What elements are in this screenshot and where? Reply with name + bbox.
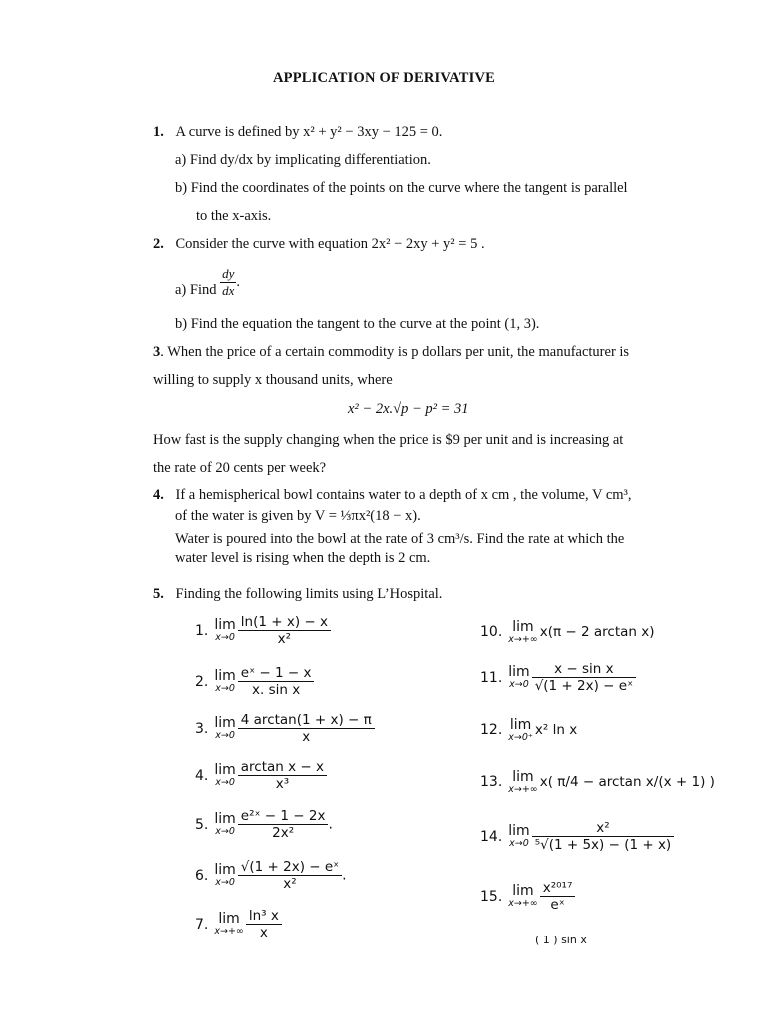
fraction-denominator: x² bbox=[238, 875, 342, 892]
limit-11 bbox=[480, 661, 636, 694]
lim-operator: lim x→0 bbox=[214, 617, 236, 643]
lim-subscript: x→+∞ bbox=[508, 897, 538, 909]
lim-operator: lim x→0 bbox=[214, 811, 236, 837]
question-1b-line1: b) Find the coordinates of the points on the curve where the tangent is parallel bbox=[175, 180, 628, 196]
question-4-number: 4. bbox=[153, 487, 164, 503]
question-3-line2: willing to supply x thousand units, where bbox=[153, 372, 393, 388]
limit-14 bbox=[480, 820, 674, 853]
question-3-line1: . When the price of a certain commodity is p dollars per unit, the manufacturer is bbox=[160, 344, 630, 360]
limit-3 bbox=[195, 712, 375, 745]
lim-operator: lim x→0 bbox=[214, 862, 236, 888]
fraction-numerator: ln³ x bbox=[248, 908, 279, 924]
question-4-line3: Water is poured into the bowl at the rate of 3 cm³/s. Find the rate at which the bbox=[175, 531, 625, 547]
question-3-line4: the rate of 20 cents per week? bbox=[153, 460, 327, 476]
limit-fraction bbox=[238, 614, 331, 647]
limit-fraction bbox=[532, 661, 636, 694]
lim-subscript: x→+∞ bbox=[508, 783, 538, 795]
limit-index: 14. bbox=[480, 828, 503, 845]
fraction-denominator: dx bbox=[222, 283, 235, 298]
fraction-denominator: eˣ bbox=[540, 896, 576, 913]
limit-index: 6. bbox=[195, 867, 209, 884]
lim-subscript: x→0 bbox=[509, 837, 529, 849]
question-2a-prefix: a) Find bbox=[175, 282, 217, 298]
limit-index: 3. bbox=[195, 720, 209, 737]
limit-fraction bbox=[238, 759, 327, 792]
fraction-numerator: eˣ − 1 − x bbox=[240, 665, 312, 681]
dy-dx-fraction bbox=[220, 266, 236, 299]
fraction-denominator: x³ bbox=[238, 775, 327, 792]
question-2a bbox=[175, 266, 240, 299]
limit-index: 12. bbox=[480, 722, 503, 739]
question-2b: b) Find the equation the tangent to the curve at the point (1, 3). bbox=[175, 316, 540, 332]
limit-2 bbox=[195, 665, 314, 698]
question-4 bbox=[153, 487, 632, 504]
limit-1 bbox=[195, 614, 331, 647]
lim-subscript: x→0 bbox=[215, 729, 235, 741]
limit-index: 2. bbox=[195, 673, 209, 690]
limit-4 bbox=[195, 759, 327, 792]
lim-operator: lim x→0 bbox=[214, 762, 236, 788]
fraction-numerator: 4 arctan(1 + x) − π bbox=[240, 712, 372, 728]
lim-operator: lim x→+∞ bbox=[508, 883, 538, 909]
limit-6 bbox=[195, 859, 347, 892]
fraction-denominator: 2x² bbox=[238, 824, 329, 841]
lim-operator: lim x→+∞ bbox=[508, 619, 538, 645]
limit-fraction bbox=[540, 880, 576, 913]
fraction-numerator: x²⁰¹⁷ bbox=[542, 880, 573, 896]
lim-subscript: x→0 bbox=[215, 776, 235, 788]
question-5 bbox=[153, 586, 442, 603]
fraction-denominator: ⁵√(1 + 5x) − (1 + x) bbox=[532, 836, 675, 853]
limit-index: 1. bbox=[195, 622, 209, 639]
limit-index: 7. bbox=[195, 916, 209, 933]
question-1-text: A curve is defined by x² + y² − 3xy − 125 = 0. bbox=[175, 124, 443, 140]
question-1-number: 1. bbox=[153, 124, 164, 140]
limit-index: 15. bbox=[480, 888, 503, 905]
lim-operator: lim x→0 bbox=[214, 668, 236, 694]
question-4-line4: water level is rising when the depth is 2 cm. bbox=[175, 550, 431, 566]
limit-index: 5. bbox=[195, 816, 209, 833]
limit-tail: . bbox=[342, 867, 347, 884]
question-3-number: 3 bbox=[153, 344, 161, 360]
lim-subscript: x→0 bbox=[215, 876, 235, 888]
limit-expression: x(π − 2 arctan x) bbox=[539, 624, 655, 641]
limit-index: 4. bbox=[195, 767, 209, 784]
lim-operator: lim x→+∞ bbox=[508, 769, 538, 795]
question-4-line2: of the water is given by V = ⅓πx²(18 − x). bbox=[175, 508, 421, 524]
question-3-equation: x² − 2x.√p − p² = 31 bbox=[348, 401, 469, 417]
cutoff-text: ( 1 ) sin x bbox=[535, 936, 587, 946]
lim-subscript: x→0 bbox=[509, 678, 529, 690]
question-5-number: 5. bbox=[153, 586, 164, 602]
lim-operator: lim x→0⁺ bbox=[508, 717, 533, 743]
lim-subscript: x→+∞ bbox=[214, 925, 244, 937]
limit-fraction bbox=[238, 665, 315, 698]
limit-expression: x( π/4 − arctan x/(x + 1) ) bbox=[539, 774, 715, 791]
page-title: APPLICATION OF DERIVATIVE bbox=[273, 70, 495, 86]
limit-fraction bbox=[238, 712, 375, 745]
limit-7 bbox=[195, 908, 282, 941]
lim-operator: lim x→0 bbox=[508, 664, 530, 690]
limit-fraction bbox=[238, 859, 342, 892]
limit-12 bbox=[480, 718, 577, 743]
limit-expression: x² ln x bbox=[534, 722, 578, 739]
question-2-text: Consider the curve with equation 2x² − 2xy + y² = 5 . bbox=[175, 236, 485, 252]
limit-5 bbox=[195, 808, 333, 841]
fraction-numerator: e²ˣ − 1 − 2x bbox=[240, 808, 326, 824]
question-3-line3: How fast is the supply changing when the price is $9 per unit and is increasing at bbox=[153, 432, 624, 448]
cutoff-expression bbox=[480, 936, 700, 950]
limit-fraction bbox=[246, 908, 282, 941]
fraction-denominator: √(1 + 2x) − eˣ bbox=[532, 677, 636, 694]
lim-operator: lim x→0 bbox=[508, 823, 530, 849]
question-2a-suffix: . bbox=[236, 273, 241, 290]
question-2 bbox=[153, 236, 485, 253]
limit-fraction bbox=[238, 808, 329, 841]
question-5-text: Finding the following limits using L’Hospital. bbox=[175, 586, 443, 602]
question-4-line1: If a hemispherical bowl contains water to a depth of x cm , the volume, V cm³, bbox=[175, 487, 632, 503]
limit-15 bbox=[480, 880, 575, 913]
limit-index: 10. bbox=[480, 624, 503, 641]
limit-13 bbox=[480, 770, 715, 795]
lim-subscript: x→0 bbox=[215, 631, 235, 643]
fraction-denominator: x bbox=[246, 924, 282, 941]
question-1a: a) Find dy/dx by implicating differentiation. bbox=[175, 152, 431, 168]
fraction-denominator: x. sin x bbox=[238, 681, 315, 698]
lim-operator: lim x→0 bbox=[214, 715, 236, 741]
limit-index: 11. bbox=[480, 669, 503, 686]
fraction-numerator: ln(1 + x) − x bbox=[240, 614, 328, 630]
question-3 bbox=[153, 344, 629, 361]
fraction-numerator: dy bbox=[222, 266, 235, 281]
lim-subscript: x→0 bbox=[215, 682, 235, 694]
lim-subscript: x→+∞ bbox=[508, 633, 538, 645]
question-2-number: 2. bbox=[153, 236, 164, 252]
fraction-denominator: x² bbox=[238, 630, 331, 647]
limit-10 bbox=[480, 620, 655, 645]
question-1 bbox=[153, 124, 442, 141]
fraction-denominator: x bbox=[238, 728, 375, 745]
limit-tail: . bbox=[328, 816, 333, 833]
fraction-numerator: x² bbox=[596, 820, 610, 836]
limit-fraction bbox=[532, 820, 675, 853]
limit-index: 13. bbox=[480, 774, 503, 791]
lim-subscript: x→0⁺ bbox=[508, 731, 533, 743]
lim-operator: lim x→+∞ bbox=[214, 911, 244, 937]
question-1b-line2: to the x-axis. bbox=[196, 208, 272, 224]
fraction-numerator: x − sin x bbox=[554, 661, 614, 677]
fraction-numerator: arctan x − x bbox=[240, 759, 325, 775]
fraction-numerator: √(1 + 2x) − eˣ bbox=[240, 859, 340, 875]
lim-subscript: x→0 bbox=[215, 825, 235, 837]
